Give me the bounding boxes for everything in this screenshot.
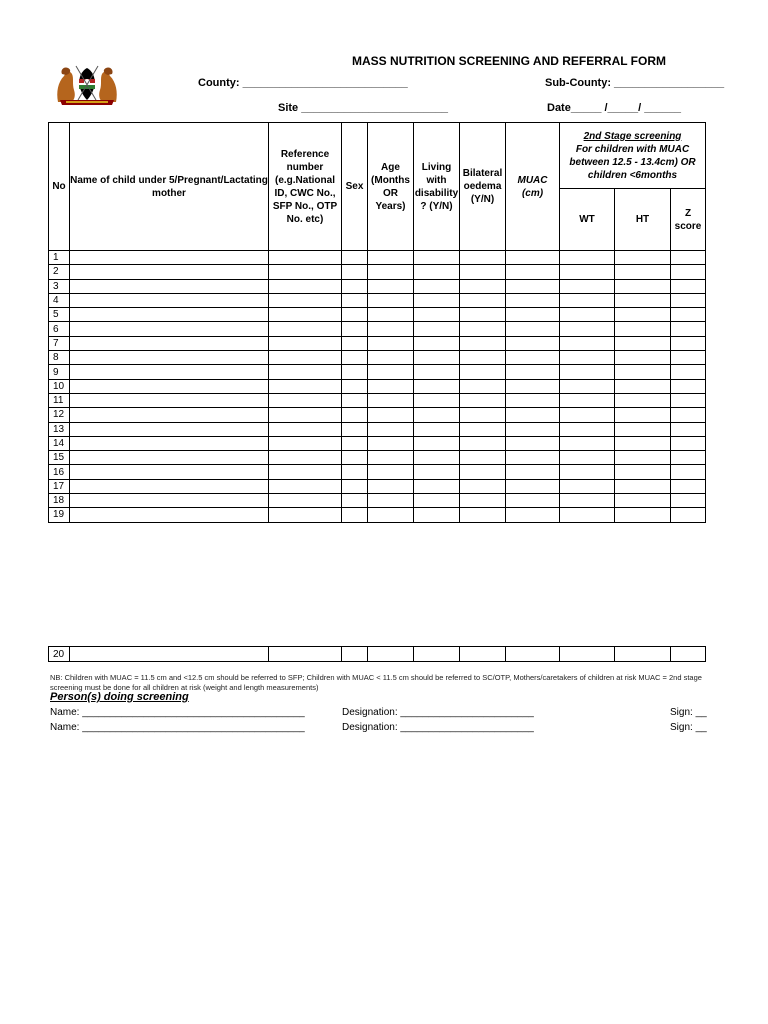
cell-z-score[interactable] xyxy=(671,408,706,422)
cell-age[interactable] xyxy=(368,351,414,365)
row-number: 1 xyxy=(49,251,70,265)
cell-z-score[interactable] xyxy=(671,393,706,407)
cell-sex[interactable] xyxy=(342,293,368,307)
cell-wt[interactable] xyxy=(560,365,615,379)
cell-oedema[interactable] xyxy=(460,251,506,265)
cell-ht[interactable] xyxy=(615,393,671,407)
cell-ht[interactable] xyxy=(615,494,671,508)
table-row xyxy=(49,451,706,465)
table-row xyxy=(49,251,706,265)
cell-muac[interactable] xyxy=(506,422,560,436)
cell-reference[interactable] xyxy=(269,408,342,422)
cell-reference[interactable] xyxy=(269,251,342,265)
cell-wt[interactable] xyxy=(560,279,615,293)
cell-disability[interactable] xyxy=(414,647,460,662)
cell-z-score[interactable] xyxy=(671,308,706,322)
cell-ht[interactable] xyxy=(615,379,671,393)
cell-muac[interactable] xyxy=(506,265,560,279)
cell-sex[interactable] xyxy=(342,422,368,436)
cell-muac[interactable] xyxy=(506,647,560,662)
cell-z-score[interactable] xyxy=(671,465,706,479)
cell-reference[interactable] xyxy=(269,465,342,479)
cell-disability[interactable] xyxy=(414,365,460,379)
county-field[interactable]: County: ___________________________ xyxy=(198,77,408,89)
cell-disability[interactable] xyxy=(414,279,460,293)
cell-muac[interactable] xyxy=(506,508,560,522)
screening-table xyxy=(48,122,706,523)
cell-age[interactable] xyxy=(368,422,414,436)
cell-muac[interactable] xyxy=(506,279,560,293)
cell-sex[interactable] xyxy=(342,393,368,407)
table-row xyxy=(49,647,706,662)
cell-oedema[interactable] xyxy=(460,279,506,293)
cell-sex[interactable] xyxy=(342,436,368,450)
cell-age[interactable] xyxy=(368,436,414,450)
table-row xyxy=(49,351,706,365)
cell-muac[interactable] xyxy=(506,251,560,265)
cell-oedema[interactable] xyxy=(460,379,506,393)
cell-disability[interactable] xyxy=(414,308,460,322)
cell-ht[interactable] xyxy=(615,336,671,350)
cell-sex[interactable] xyxy=(342,465,368,479)
header-2nd-stage-screening xyxy=(560,123,706,189)
cell-sex[interactable] xyxy=(342,365,368,379)
table-row xyxy=(49,408,706,422)
cell-oedema[interactable] xyxy=(460,494,506,508)
cell-z-score[interactable] xyxy=(671,251,706,265)
cell-disability[interactable] xyxy=(414,479,460,493)
cell-z-score[interactable] xyxy=(671,508,706,522)
cell-name[interactable] xyxy=(70,379,269,393)
row-number: 9 xyxy=(49,365,70,379)
name-field-2[interactable]: Name: ________________________________________ xyxy=(50,722,305,733)
cell-muac[interactable] xyxy=(506,465,560,479)
row-number: 10 xyxy=(49,379,70,393)
cell-reference[interactable] xyxy=(269,365,342,379)
cell-wt[interactable] xyxy=(560,308,615,322)
cell-sex[interactable] xyxy=(342,494,368,508)
table-row xyxy=(49,265,706,279)
table-row xyxy=(49,436,706,450)
cell-oedema[interactable] xyxy=(460,365,506,379)
cell-wt[interactable] xyxy=(560,647,615,662)
row-number: 7 xyxy=(49,336,70,350)
cell-oedema[interactable] xyxy=(460,422,506,436)
cell-name[interactable] xyxy=(70,351,269,365)
cell-oedema[interactable] xyxy=(460,465,506,479)
cell-ht[interactable] xyxy=(615,293,671,307)
cell-name[interactable] xyxy=(70,393,269,407)
cell-wt[interactable] xyxy=(560,494,615,508)
cell-ht[interactable] xyxy=(615,508,671,522)
cell-name[interactable] xyxy=(70,365,269,379)
screening-table-last-row xyxy=(48,646,706,662)
cell-name[interactable] xyxy=(70,408,269,422)
cell-disability[interactable] xyxy=(414,351,460,365)
cell-disability[interactable] xyxy=(414,293,460,307)
cell-ht[interactable] xyxy=(615,451,671,465)
cell-z-score[interactable] xyxy=(671,451,706,465)
table-row xyxy=(49,365,706,379)
cell-disability[interactable] xyxy=(414,393,460,407)
table-row xyxy=(49,293,706,307)
cell-age[interactable] xyxy=(368,408,414,422)
cell-z-score[interactable] xyxy=(671,322,706,336)
sign-field-1[interactable]: Sign: __ xyxy=(670,707,707,718)
cell-oedema[interactable] xyxy=(460,293,506,307)
cell-ht[interactable] xyxy=(615,422,671,436)
designation-field-2[interactable]: Designation: ________________________ xyxy=(342,722,534,733)
cell-name[interactable] xyxy=(70,279,269,293)
cell-oedema[interactable] xyxy=(460,336,506,350)
cell-z-score[interactable] xyxy=(671,265,706,279)
cell-reference[interactable] xyxy=(269,336,342,350)
cell-ht[interactable] xyxy=(615,251,671,265)
cell-sex[interactable] xyxy=(342,336,368,350)
row-number: 4 xyxy=(49,293,70,307)
cell-name[interactable] xyxy=(70,308,269,322)
cell-reference[interactable] xyxy=(269,322,342,336)
row-number: 14 xyxy=(49,436,70,450)
table-row xyxy=(49,379,706,393)
row-number: 18 xyxy=(49,494,70,508)
cell-ht[interactable] xyxy=(615,465,671,479)
header-z-score: Z score xyxy=(671,189,706,251)
cell-sex[interactable] xyxy=(342,508,368,522)
cell-z-score[interactable] xyxy=(671,479,706,493)
table-row xyxy=(49,322,706,336)
cell-sex[interactable] xyxy=(342,265,368,279)
row-number: 19 xyxy=(49,508,70,522)
cell-reference[interactable] xyxy=(269,265,342,279)
cell-ht[interactable] xyxy=(615,479,671,493)
cell-ht[interactable] xyxy=(615,647,671,662)
cell-reference[interactable] xyxy=(269,494,342,508)
cell-wt[interactable] xyxy=(560,336,615,350)
header-sex: Sex xyxy=(342,123,368,251)
cell-name[interactable] xyxy=(70,265,269,279)
cell-muac[interactable] xyxy=(506,336,560,350)
row-number: 15 xyxy=(49,451,70,465)
cell-reference[interactable] xyxy=(269,422,342,436)
cell-ht[interactable] xyxy=(615,279,671,293)
cell-muac[interactable] xyxy=(506,308,560,322)
header-disability: Living with disability ? (Y/N) xyxy=(414,123,460,251)
row-number: 2 xyxy=(49,265,70,279)
cell-wt[interactable] xyxy=(560,379,615,393)
cell-age[interactable] xyxy=(368,494,414,508)
sign-field-2[interactable]: Sign: __ xyxy=(670,722,707,733)
cell-reference[interactable] xyxy=(269,451,342,465)
row-number: 16 xyxy=(49,465,70,479)
cell-ht[interactable] xyxy=(615,351,671,365)
cell-z-score[interactable] xyxy=(671,647,706,662)
table-row xyxy=(49,508,706,522)
cell-z-score[interactable] xyxy=(671,422,706,436)
cell-z-score[interactable] xyxy=(671,279,706,293)
cell-reference[interactable] xyxy=(269,508,342,522)
cell-reference[interactable] xyxy=(269,293,342,307)
cell-ht[interactable] xyxy=(615,308,671,322)
row-number: 5 xyxy=(49,308,70,322)
cell-wt[interactable] xyxy=(560,465,615,479)
cell-ht[interactable] xyxy=(615,265,671,279)
table-row xyxy=(49,465,706,479)
cell-oedema[interactable] xyxy=(460,322,506,336)
cell-name[interactable] xyxy=(70,465,269,479)
designation-field-1[interactable]: Designation: ________________________ xyxy=(342,707,534,718)
name-field-1[interactable]: Name: ________________________________________ xyxy=(50,707,305,718)
row-number: 12 xyxy=(49,408,70,422)
header-muac: MUAC (cm) xyxy=(506,123,560,251)
cell-z-score[interactable] xyxy=(671,351,706,365)
row-number: 8 xyxy=(49,351,70,365)
cell-muac[interactable] xyxy=(506,379,560,393)
cell-name[interactable] xyxy=(70,422,269,436)
stage2-title: 2nd Stage screening xyxy=(583,130,682,142)
table-row xyxy=(49,308,706,322)
cell-disability[interactable] xyxy=(414,508,460,522)
cell-age[interactable] xyxy=(368,451,414,465)
cell-reference[interactable] xyxy=(269,647,342,662)
cell-wt[interactable] xyxy=(560,436,615,450)
header-reference-number: Reference number (e.g.National ID, CWC No., SFP No., OTP No. etc) xyxy=(269,123,342,251)
cell-name[interactable] xyxy=(70,293,269,307)
cell-wt[interactable] xyxy=(560,408,615,422)
header-no: No xyxy=(49,123,70,251)
cell-disability[interactable] xyxy=(414,336,460,350)
cell-oedema[interactable] xyxy=(460,308,506,322)
cell-age[interactable] xyxy=(368,251,414,265)
cell-z-score[interactable] xyxy=(671,436,706,450)
cell-oedema[interactable] xyxy=(460,436,506,450)
cell-wt[interactable] xyxy=(560,251,615,265)
cell-reference[interactable] xyxy=(269,351,342,365)
cell-name[interactable] xyxy=(70,647,269,662)
cell-name[interactable] xyxy=(70,251,269,265)
cell-age[interactable] xyxy=(368,279,414,293)
cell-age[interactable] xyxy=(368,293,414,307)
site-field[interactable]: Site ________________________ xyxy=(278,102,449,114)
header-bilateral-oedema: Bilateral oedema (Y/N) xyxy=(460,123,506,251)
cell-name[interactable] xyxy=(70,322,269,336)
table-row xyxy=(49,422,706,436)
cell-wt[interactable] xyxy=(560,479,615,493)
cell-name[interactable] xyxy=(70,336,269,350)
cell-muac[interactable] xyxy=(506,494,560,508)
cell-disability[interactable] xyxy=(414,451,460,465)
cell-oedema[interactable] xyxy=(460,393,506,407)
table-row xyxy=(49,336,706,350)
cell-wt[interactable] xyxy=(560,422,615,436)
kenya-coat-of-arms-logo xyxy=(52,62,122,106)
cell-oedema[interactable] xyxy=(460,265,506,279)
cell-disability[interactable] xyxy=(414,436,460,450)
row-number: 11 xyxy=(49,393,70,407)
stage2-description: For children with MUAC between 12.5 - 13.4cm) OR children <6months xyxy=(569,143,696,181)
cell-wt[interactable] xyxy=(560,451,615,465)
cell-muac[interactable] xyxy=(506,451,560,465)
cell-muac[interactable] xyxy=(506,479,560,493)
cell-z-score[interactable] xyxy=(671,365,706,379)
cell-sex[interactable] xyxy=(342,451,368,465)
cell-muac[interactable] xyxy=(506,408,560,422)
cell-disability[interactable] xyxy=(414,265,460,279)
cell-disability[interactable] xyxy=(414,494,460,508)
cell-sex[interactable] xyxy=(342,251,368,265)
row-number: 17 xyxy=(49,479,70,493)
cell-name[interactable] xyxy=(70,494,269,508)
cell-sex[interactable] xyxy=(342,279,368,293)
header-name: Name of child under 5/Pregnant/Lactating mother xyxy=(70,123,269,251)
cell-name[interactable] xyxy=(70,479,269,493)
cell-sex[interactable] xyxy=(342,308,368,322)
table-row xyxy=(49,279,706,293)
cell-reference[interactable] xyxy=(269,279,342,293)
persons-screening-heading: Person(s) doing screening xyxy=(50,691,189,703)
cell-age[interactable] xyxy=(368,308,414,322)
cell-z-score[interactable] xyxy=(671,494,706,508)
cell-wt[interactable] xyxy=(560,351,615,365)
cell-disability[interactable] xyxy=(414,322,460,336)
cell-sex[interactable] xyxy=(342,351,368,365)
table-row xyxy=(49,494,706,508)
cell-oedema[interactable] xyxy=(460,451,506,465)
cell-muac[interactable] xyxy=(506,322,560,336)
row-number: 13 xyxy=(49,422,70,436)
cell-age[interactable] xyxy=(368,322,414,336)
cell-ht[interactable] xyxy=(615,365,671,379)
cell-disability[interactable] xyxy=(414,465,460,479)
header-wt: WT xyxy=(560,189,615,251)
cell-wt[interactable] xyxy=(560,322,615,336)
referral-note: NB: Children with MUAC = 11.5 cm and <12.5 cm should be referred to SFP; Children with MUAC < 11.5 cm should be referred to SC/OTP, Mothers/caretakers of children at risk MUAC = 2nd stage screening must be done for all children at risk (weight and length measurements) xyxy=(50,673,702,692)
cell-disability[interactable] xyxy=(414,408,460,422)
cell-oedema[interactable] xyxy=(460,351,506,365)
cell-oedema[interactable] xyxy=(460,408,506,422)
cell-z-score[interactable] xyxy=(671,293,706,307)
cell-disability[interactable] xyxy=(414,251,460,265)
cell-reference[interactable] xyxy=(269,308,342,322)
cell-age[interactable] xyxy=(368,379,414,393)
cell-ht[interactable] xyxy=(615,408,671,422)
cell-disability[interactable] xyxy=(414,379,460,393)
header-ht: HT xyxy=(615,189,671,251)
cell-muac[interactable] xyxy=(506,393,560,407)
cell-age[interactable] xyxy=(368,336,414,350)
cell-z-score[interactable] xyxy=(671,336,706,350)
cell-ht[interactable] xyxy=(615,436,671,450)
header-age: Age (Months OR Years) xyxy=(368,123,414,251)
cell-wt[interactable] xyxy=(560,508,615,522)
cell-sex[interactable] xyxy=(342,647,368,662)
cell-age[interactable] xyxy=(368,265,414,279)
cell-age[interactable] xyxy=(368,647,414,662)
cell-reference[interactable] xyxy=(269,393,342,407)
date-field[interactable]: Date_____ /_____/ ______ xyxy=(547,102,681,114)
cell-sex[interactable] xyxy=(342,408,368,422)
row-number: 6 xyxy=(49,322,70,336)
cell-name[interactable] xyxy=(70,436,269,450)
cell-name[interactable] xyxy=(70,451,269,465)
cell-reference[interactable] xyxy=(269,479,342,493)
cell-muac[interactable] xyxy=(506,351,560,365)
cell-wt[interactable] xyxy=(560,393,615,407)
cell-oedema[interactable] xyxy=(460,479,506,493)
cell-age[interactable] xyxy=(368,393,414,407)
cell-sex[interactable] xyxy=(342,479,368,493)
table-row xyxy=(49,479,706,493)
cell-name[interactable] xyxy=(70,508,269,522)
cell-wt[interactable] xyxy=(560,265,615,279)
cell-disability[interactable] xyxy=(414,422,460,436)
row-number: 20 xyxy=(49,647,70,662)
cell-muac[interactable] xyxy=(506,436,560,450)
cell-age[interactable] xyxy=(368,365,414,379)
cell-wt[interactable] xyxy=(560,293,615,307)
row-number: 3 xyxy=(49,279,70,293)
cell-age[interactable] xyxy=(368,479,414,493)
cell-muac[interactable] xyxy=(506,293,560,307)
cell-ht[interactable] xyxy=(615,322,671,336)
sub-county-field[interactable]: Sub-County: __________________ xyxy=(545,77,725,89)
table-row xyxy=(49,393,706,407)
cell-age[interactable] xyxy=(368,465,414,479)
cell-sex[interactable] xyxy=(342,379,368,393)
cell-reference[interactable] xyxy=(269,436,342,450)
form-title: MASS NUTRITION SCREENING AND REFERRAL FORM xyxy=(352,54,667,68)
cell-age[interactable] xyxy=(368,508,414,522)
cell-oedema[interactable] xyxy=(460,647,506,662)
cell-sex[interactable] xyxy=(342,322,368,336)
cell-muac[interactable] xyxy=(506,365,560,379)
cell-reference[interactable] xyxy=(269,379,342,393)
cell-oedema[interactable] xyxy=(460,508,506,522)
cell-z-score[interactable] xyxy=(671,379,706,393)
